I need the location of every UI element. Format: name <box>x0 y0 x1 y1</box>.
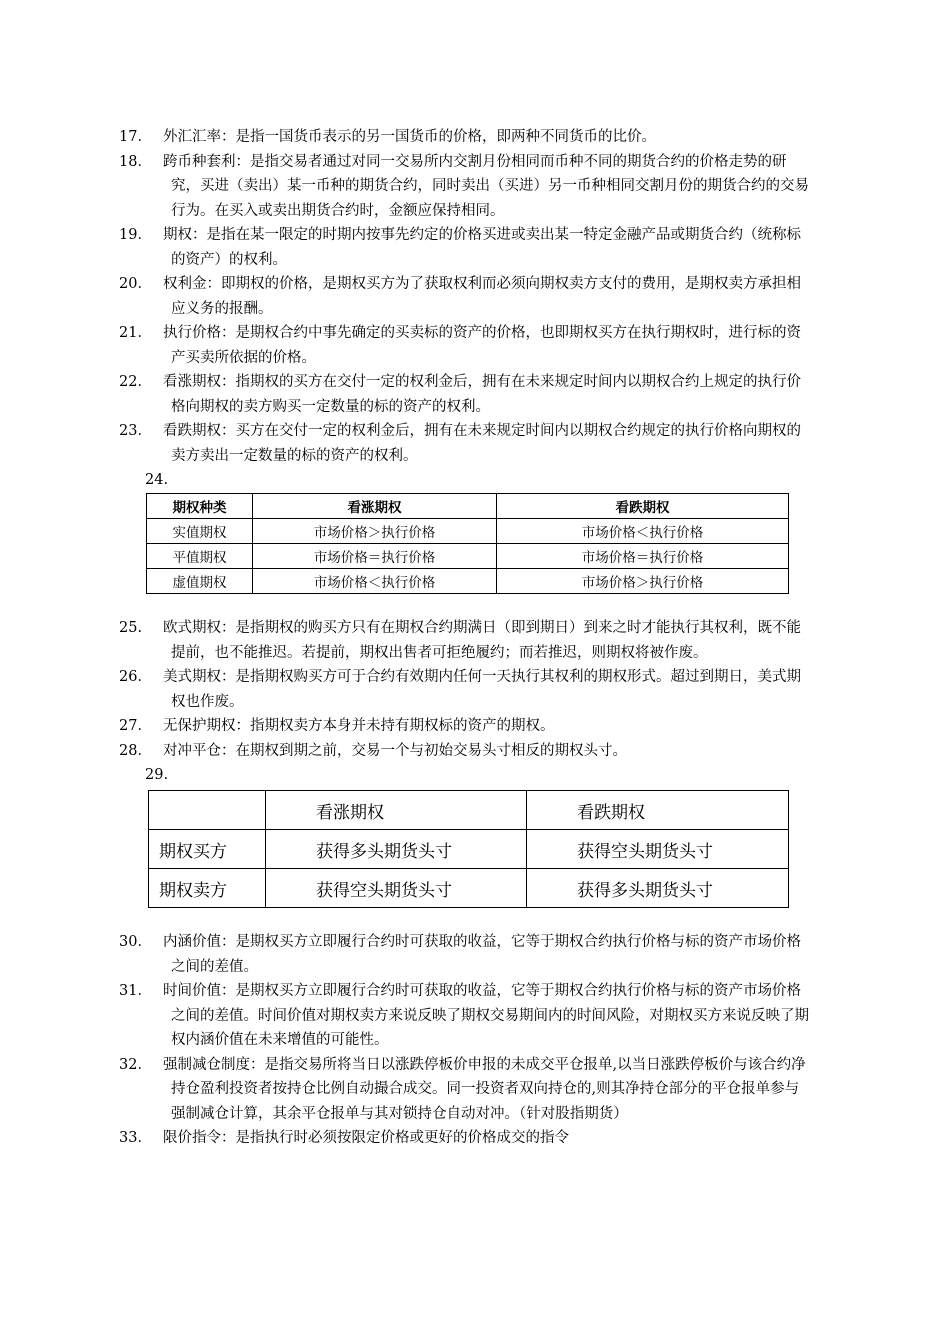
table-cell: 市场价格＜执行价格 <box>253 569 497 594</box>
definition-text: 跨币种套利：是指交易者通过对同一交易所内交割月份相同而币种不同的期货合约的价格走势的研究，买进（卖出）某一币种的期货合约，同时卖出（买进）另一币种相同交割月份的期货合约的交易行为。在买入或卖出期货合约时，金额应保持相同。 <box>163 153 809 219</box>
table-header-cell: 看跌期权 <box>497 494 789 519</box>
definition-text: 看涨期权：指期权的买方在交付一定的权利金后，拥有在未来规定时间内以期权合约上规定的执行价格向期权的卖方购买一定数量的标的资产的权利。 <box>163 374 801 415</box>
definition-number: 25. <box>119 620 143 636</box>
definition-item <box>119 979 810 1053</box>
table-header-cell: 看涨期权 <box>253 494 497 519</box>
definition-text: 内涵价值：是期权买方立即履行合约时可获取的收益，它等于期权合约执行价格与标的资产市场价格之间的差值。 <box>163 934 801 975</box>
table-cell: 获得空头期货头寸 <box>527 830 789 869</box>
table-cell: 市场价格＜执行价格 <box>497 519 789 544</box>
table-header-cell: 看跌期权 <box>527 791 789 830</box>
definition-text: 对冲平仓：在期权到期之前，交易一个与初始交易头寸相反的期权头寸。 <box>163 742 627 759</box>
definition-number: 20． <box>119 276 152 292</box>
table-cell: 市场价格＝执行价格 <box>253 544 497 569</box>
definition-text: 期权：是指在某一限定的时期内按事先约定的价格买进或卖出某一特定金融产品或期货合约（统称标的资产）的权利。 <box>163 227 801 268</box>
definition-item <box>119 1126 810 1151</box>
table-cell: 实值期权 <box>147 519 253 544</box>
table-cell: 市场价格＞执行价格 <box>497 569 789 594</box>
definition-number: 30． <box>119 934 152 950</box>
definition-text: 美式期权：是指期权购买方可于合约有效期内任何一天执行其权利的期权形式。超过到期日，美式期权也作废。 <box>163 669 801 710</box>
definition-number: 28． <box>119 742 152 759</box>
definition-number: 19． <box>119 227 152 243</box>
definition-number: 26． <box>119 669 152 685</box>
definition-text: 权利金：即期权的价格，是期权买方为了获取权利而必须向期权卖方支付的费用，是期权卖方承担相应义务的报酬。 <box>163 276 801 317</box>
table-cell: 虚值期权 <box>147 569 253 594</box>
definition-item <box>119 1053 810 1127</box>
definition-text: 无保护期权：指期权卖方本身并未持有期权标的资产的期权。 <box>163 718 555 734</box>
spacer <box>145 908 810 930</box>
definition-item <box>119 930 810 979</box>
definition-text: 欧式期权：是指期权的购买方只有在期权合约期满日（即到期日）到来之时才能执行其权利，既不能提前，也不能推迟。若提前，期权出售者可拒绝履约；而若推迟，则期权将被作废。 <box>163 620 801 661</box>
definition-item <box>119 125 810 150</box>
table-cell: 获得多头期货头寸 <box>266 830 527 869</box>
definition-text: 外汇汇率：是指一国货币表示的另一国货币的价格，即两种不同货币的比价。 <box>163 129 656 145</box>
table-cell: 市场价格＝执行价格 <box>497 544 789 569</box>
table-cell: 期权买方 <box>149 830 266 869</box>
definition-item <box>119 223 810 272</box>
definitions-30-33 <box>119 930 810 1151</box>
table-row <box>147 519 789 544</box>
table-header-row <box>149 791 789 830</box>
table-row <box>149 869 789 908</box>
item-29-label: 29. <box>145 767 169 783</box>
definition-item <box>119 150 810 224</box>
definition-text: 执行价格：是期权合约中事先确定的买卖标的资产的价格，也即期权买方在执行期权时，进行标的资产买卖所依据的价格。 <box>163 325 801 366</box>
definition-number: 22． <box>119 374 152 390</box>
definitions-25-28 <box>119 616 810 763</box>
definition-item <box>119 370 810 419</box>
definition-number: 21． <box>119 325 152 341</box>
definition-number: 17． <box>119 129 152 145</box>
table-header-cell <box>149 791 266 830</box>
definition-number: 18． <box>119 153 152 170</box>
option-moneyness-table <box>146 493 789 594</box>
definition-number: 33． <box>119 1130 152 1146</box>
spacer <box>145 594 810 616</box>
definition-item <box>119 616 810 665</box>
definition-number: 27． <box>119 718 152 734</box>
definition-item <box>119 714 810 739</box>
table-header-row <box>147 494 789 519</box>
table-row <box>147 544 789 569</box>
table-cell: 获得空头期货头寸 <box>266 869 527 908</box>
definition-number: 32． <box>119 1056 152 1073</box>
definition-number: 31． <box>119 983 152 999</box>
table-cell: 期权卖方 <box>149 869 266 908</box>
table-row <box>149 830 789 869</box>
table-header-cell: 看涨期权 <box>266 791 527 830</box>
definition-text: 强制减仓制度：是指交易所将当日以涨跌停板价申报的未成交平仓报单,以当日涨跌停板价与该合约净持仓盈利投资者按持仓比例自动撮合成交。同一投资者双向持仓的,则其净持仓部分的平仓报单参与强制减仓计算，其余平仓报单与其对锁持仓自动对冲。（针对股指期货） <box>163 1056 806 1122</box>
definition-number: 23． <box>119 423 152 439</box>
definition-text: 限价指令：是指执行时必须按限定价格或更好的价格成交的指令 <box>163 1130 569 1146</box>
item-24-label: 24. <box>145 472 169 488</box>
table-cell: 平值期权 <box>147 544 253 569</box>
definition-item <box>119 739 810 764</box>
table-header-cell: 期权种类 <box>147 494 253 519</box>
definition-item <box>119 321 810 370</box>
table-cell: 市场价格＞执行价格 <box>253 519 497 544</box>
definitions-17-23 <box>119 125 810 468</box>
definition-item <box>119 272 810 321</box>
document-content <box>119 125 810 1151</box>
definition-item <box>119 665 810 714</box>
table-row <box>147 569 789 594</box>
definition-text: 时间价值：是期权买方立即履行合约时可获取的收益，它等于期权合约执行价格与标的资产市场价格之间的差值。时间价值对期权卖方来说反映了期权交易期间内的时间风险，对期权买方来说反映了期权内涵价值在未来增值的可能性。 <box>163 983 809 1048</box>
option-position-table <box>148 790 789 908</box>
definition-text: 看跌期权：买方在交付一定的权利金后，拥有在未来规定时间内以期权合约规定的执行价格向期权的卖方卖出一定数量的标的资产的权利。 <box>163 423 801 464</box>
table-cell: 获得多头期货头寸 <box>527 869 789 908</box>
definition-item <box>119 419 810 468</box>
